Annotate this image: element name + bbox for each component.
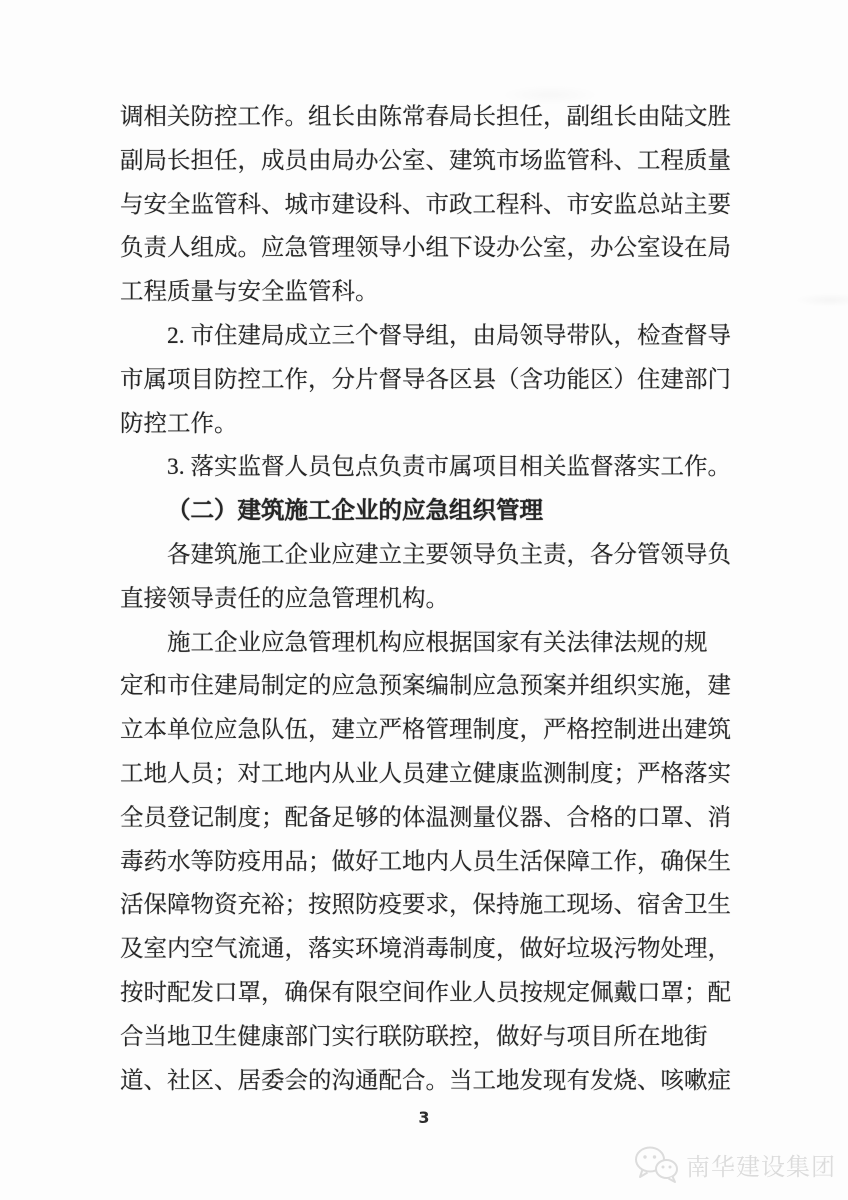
text-line: 3. 落实监督人员包点负责市属项目相关监督落实工作。	[167, 454, 731, 481]
text-line: 立本单位应急队伍，建立严格管理制度，严格控制进出建筑	[120, 717, 731, 744]
body-text	[120, 96, 736, 1103]
text-line: 各建筑施工企业应建立主要领导负主责，各分管领导负	[167, 541, 731, 568]
text-line: 毒药水等防疫用品；做好工地内人员生活保障工作，确保生	[120, 848, 731, 875]
text-line: 活保障物资充裕；按照防疫要求，保持施工现场、宿舍卫生	[120, 892, 731, 919]
watermark-text: 南华建设集团	[686, 1153, 836, 1181]
text-line: 防控工作。	[120, 410, 238, 437]
text-line: 全员登记制度；配备足够的体温测量仪器、合格的口罩、消	[120, 804, 731, 831]
text-line: 按时配发口罩，确保有限空间作业人员按规定佩戴口罩；配	[120, 979, 731, 1006]
text-line: 调相关防控工作。组长由陈常春局长担任，副组长由陆文胜	[120, 104, 731, 130]
text-line: 工程质量与安全监管科。	[120, 279, 379, 306]
text-line: 工地人员；对工地内从业人员建立健康监测制度；严格落实	[120, 760, 731, 787]
text-line: 施工企业应急管理机构应根据国家有关法律法规的规	[167, 629, 708, 656]
text-line: 直接领导责任的应急管理机构。	[120, 585, 449, 612]
text-line: 与安全监管科、城市建设科、市政工程科、市安监总站主要	[120, 191, 731, 218]
text-line: 2. 市住建局成立三个督导组，由局领导带队，检查督导	[167, 322, 731, 349]
text-line: 市属项目防控工作，分片督导各区县（含功能区）住建部门	[120, 366, 731, 393]
text-line: 及室内空气流通，落实环境消毒制度，做好垃圾污物处理，	[120, 936, 731, 963]
page-number: 3	[418, 1108, 430, 1127]
text-line: （二）建筑施工企业的应急组织管理	[167, 498, 543, 525]
text-line: 定和市住建局制定的应急预案编制应急预案并组织实施，建	[120, 673, 731, 700]
text-line: 道、社区、居委会的沟通配合。当工地发现有发烧、咳嗽症	[120, 1067, 731, 1094]
text-line: 副局长担任，成员由局办公室、建筑市场监管科、工程质量	[120, 147, 731, 174]
watermark	[633, 1144, 836, 1184]
wechat-icon	[633, 1144, 679, 1184]
text-line: 合当地卫生健康部门实行联防联控，做好与项目所在地街	[120, 1023, 708, 1050]
text-line: 负责人组成。应急管理领导小组下设办公室，办公室设在局	[120, 235, 731, 262]
